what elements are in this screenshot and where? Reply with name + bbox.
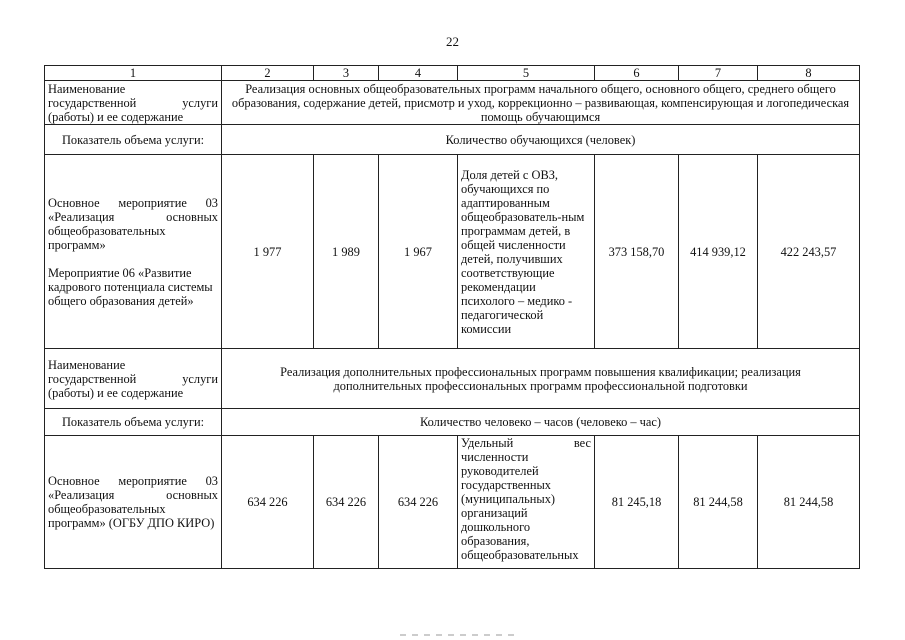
activity-cell [45, 155, 222, 349]
volume-value-cell: 1 989 [314, 155, 379, 349]
column-number: 6 [595, 66, 679, 81]
scan-artifact [400, 634, 520, 636]
amount-cell: 81 245,18 [595, 436, 679, 569]
amount-cell: 422 243,57 [758, 155, 860, 349]
quality-indicator-text: Доля детей с ОВЗ, обучающихся по адаптированным общеобразователь-ным программам детей, в общей численности детей, получивших соответствующие рекомендации психолого – медико - педагогической комиссии [458, 155, 595, 349]
service-description: Реализация основных общеобразовательных программ начального общего, основного общего, среднего общего образования, содержание детей, присмотр и уход, коррекционно – развивающая, компенсирующая и логопедическая помощь обучающимся [222, 81, 860, 125]
service-name-row [45, 349, 860, 409]
column-number: 2 [222, 66, 314, 81]
main-activity-text: Основное мероприятие 03 «Реализация основных общеобразовательных программ» (ОГБУ ДПО КИРО) [45, 436, 222, 569]
amount-cell: 81 244,58 [758, 436, 860, 569]
page-number: 22 [446, 34, 459, 49]
quality-indicator-text: численности руководителей государственных (муниципальных) организаций дошкольного образования, общеобразовательных [461, 450, 579, 562]
volume-value-cell: 634 226 [379, 436, 458, 569]
quality-indicator-first-line: Удельный вес [461, 436, 591, 450]
activity-row [45, 436, 860, 569]
service-name-label-cell [45, 349, 222, 409]
volume-value-cell: 1 967 [379, 155, 458, 349]
quality-indicator-cell [458, 436, 595, 569]
amount-cell: 414 939,12 [679, 155, 758, 349]
amount-cell: 81 244,58 [679, 436, 758, 569]
column-number-row [45, 66, 860, 81]
activity-row [45, 155, 860, 349]
amount-cell: 373 158,70 [595, 155, 679, 349]
volume-indicator-label: Показатель объема услуги: [45, 125, 222, 155]
volume-indicator-label: Показатель объема услуги: [45, 409, 222, 436]
budget-table [44, 65, 860, 569]
volume-indicator-row [45, 125, 860, 155]
service-name-label-line: Наименование [48, 357, 126, 372]
sub-activity-text: Мероприятие 06 «Развитие кадрового потенциала системы общего образования детей» [48, 265, 213, 308]
service-name-label-line: Наименование [48, 81, 126, 96]
service-description: Реализация дополнительных профессиональных программ повышения квалификации; реализация дополнительных профессиональных программ профессиональной подготовки [222, 349, 860, 409]
column-number: 7 [679, 66, 758, 81]
main-activity-text: Основное мероприятие 03 «Реализация основных общеобразовательных программ» [48, 195, 218, 252]
volume-indicator-value: Количество человеко – часов (человеко – час) [222, 409, 860, 436]
column-number: 3 [314, 66, 379, 81]
column-number: 1 [45, 66, 222, 81]
column-number: 4 [379, 66, 458, 81]
column-number: 8 [758, 66, 860, 81]
volume-value-cell: 634 226 [222, 436, 314, 569]
volume-indicator-value: Количество обучающихся (человек) [222, 125, 860, 155]
service-name-label-line: государственной услуги [48, 95, 218, 110]
service-name-label-line: (работы) и ее содержание [48, 385, 184, 400]
service-name-row [45, 81, 860, 125]
volume-value-cell: 634 226 [314, 436, 379, 569]
column-number: 5 [458, 66, 595, 81]
service-name-label-line: государственной услуги [48, 371, 218, 386]
volume-indicator-row [45, 409, 860, 436]
service-name-label-line: (работы) и ее содержание [48, 109, 184, 124]
volume-value-cell: 1 977 [222, 155, 314, 349]
service-name-label-cell [45, 81, 222, 125]
